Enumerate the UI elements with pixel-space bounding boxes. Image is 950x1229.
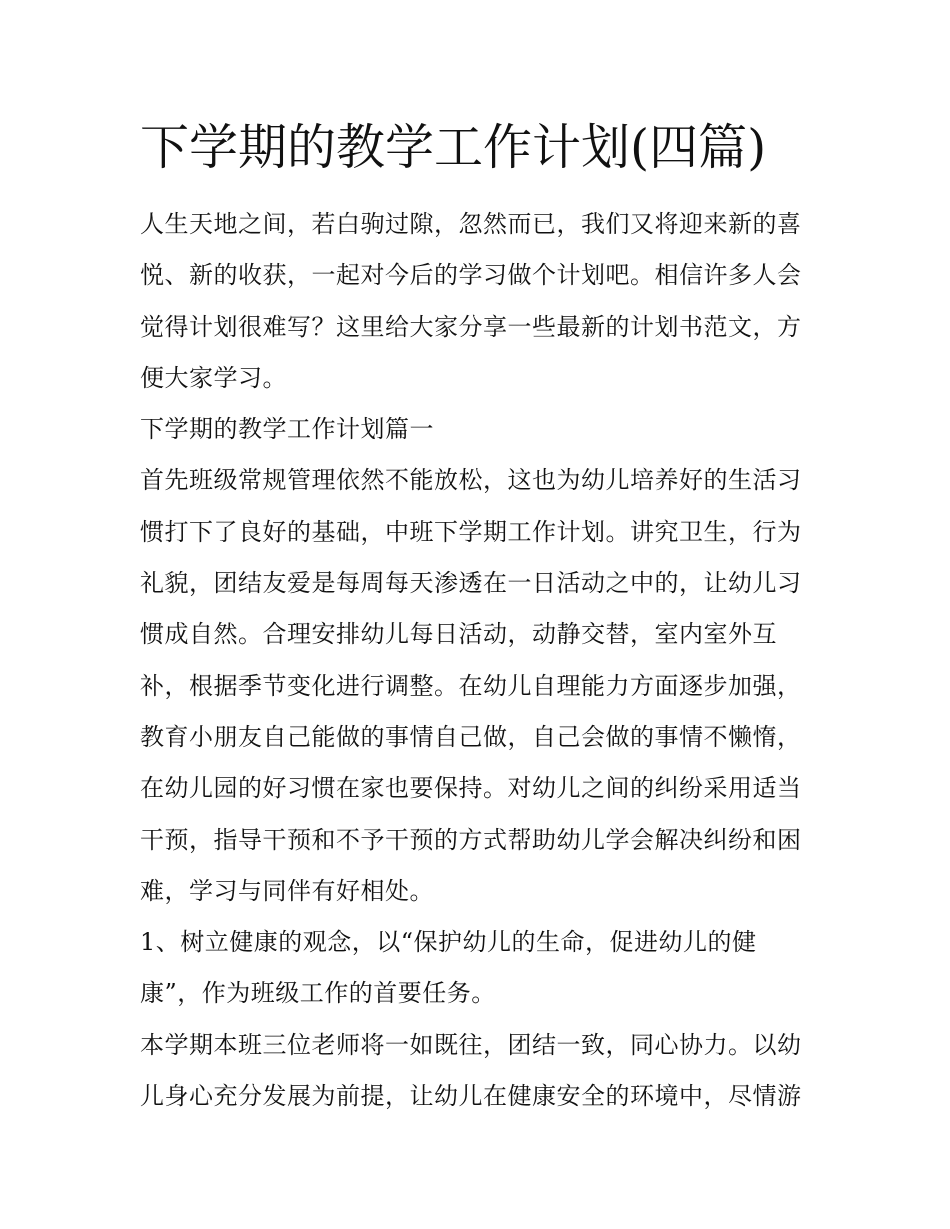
body-line: 悦、新的收获，一起对今后的学习做个计划吧。相信许多人会 bbox=[140, 261, 802, 290]
body-line: 本学期本班三位老师将一如既往，团结一致，同心协力。以幼 bbox=[140, 1030, 802, 1059]
body-line: 惯打下了良好的基础，中班下学期工作计划。讲究卫生，行为 bbox=[140, 517, 802, 546]
document-body bbox=[140, 199, 820, 1122]
numbered-item-line: 1、树立健康的观念，以“保护幼儿的生命，促进幼儿的健 bbox=[140, 928, 757, 957]
body-line: 惯成自然。合理安排幼儿每日活动，动静交替，室内室外互 bbox=[140, 620, 777, 649]
body-line: 人生天地之间，若白驹过隙，忽然而已，我们又将迎来新的喜 bbox=[140, 210, 802, 238]
body-line: 教育小朋友自己能做的事情自己做，自己会做的事情不懒惰， bbox=[140, 722, 802, 751]
body-line: 补，根据季节变化进行调整。在幼儿自理能力方面逐步加强， bbox=[140, 671, 802, 700]
numbered-item-line: 康”，作为班级工作的首要任务。 bbox=[140, 979, 496, 1008]
body-line: 干预，指导干预和不予干预的方式帮助幼儿学会解决纠纷和困 bbox=[140, 825, 802, 854]
body-line: 儿身心充分发展为前提，让幼儿在健康安全的环境中，尽情游 bbox=[140, 1082, 802, 1111]
section-heading: 下学期的教学工作计划篇一 bbox=[140, 415, 434, 444]
body-line: 首先班级常规管理依然不能放松，这也为幼儿培养好的生活习 bbox=[140, 466, 802, 495]
body-line: 便大家学习。 bbox=[140, 363, 287, 392]
body-line: 礼貌，团结友爱是每周每天渗透在一日活动之中的，让幼儿习 bbox=[140, 569, 802, 598]
body-line: 在幼儿园的好习惯在家也要保持。对幼儿之间的纠纷采用适当 bbox=[140, 774, 802, 803]
body-line: 难，学习与同伴有好相处。 bbox=[140, 876, 434, 905]
document-title: 下学期的教学工作计划(四篇) bbox=[140, 119, 767, 176]
body-line: 觉得计划很难写？这里给大家分享一些最新的计划书范文，方 bbox=[140, 312, 802, 341]
